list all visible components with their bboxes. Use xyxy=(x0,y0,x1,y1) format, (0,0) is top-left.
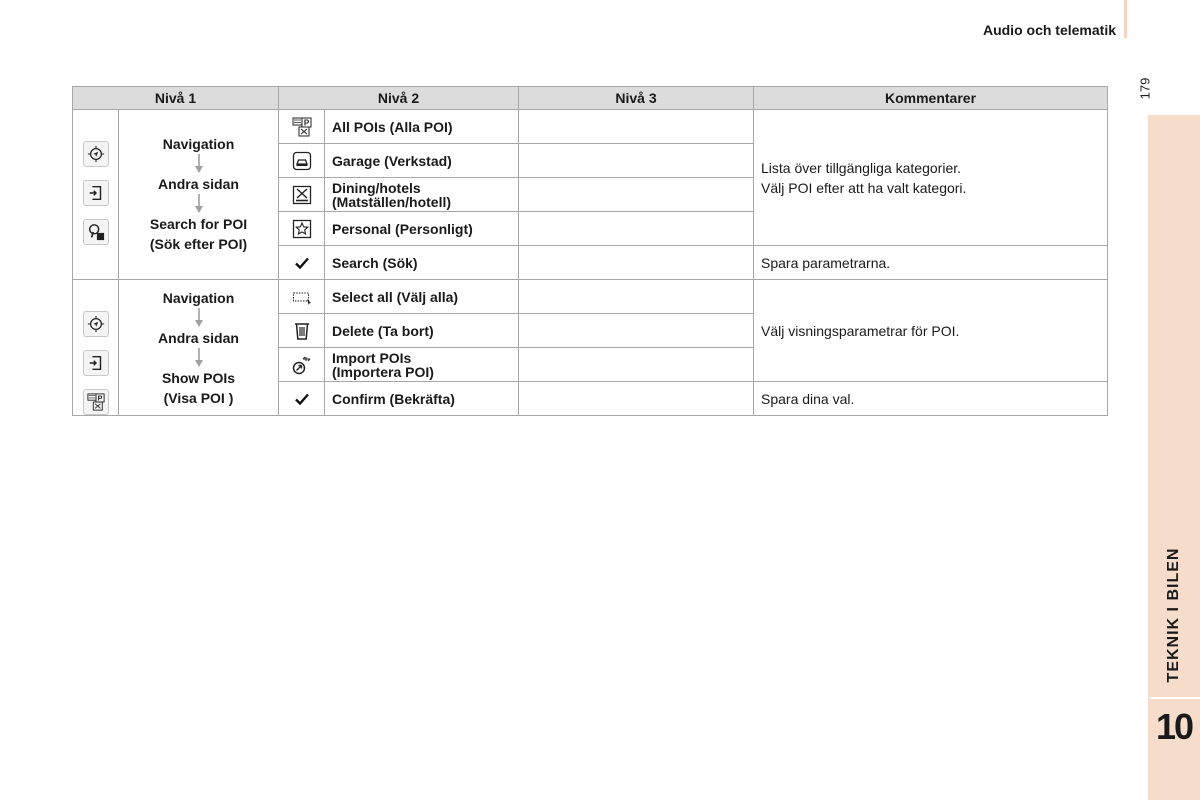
level2-icon-cell xyxy=(279,280,325,314)
header-title: Audio och telematik xyxy=(982,22,1116,38)
poi-table xyxy=(72,86,1108,416)
level2-icon-cell xyxy=(279,110,325,144)
level3-cell xyxy=(519,314,754,348)
arrow-down-icon xyxy=(119,348,278,368)
arrow-down-icon xyxy=(119,194,278,214)
level2-icon-cell xyxy=(279,144,325,178)
level2-label-text: Delete (Ta bort) xyxy=(332,322,434,339)
chapter-divider xyxy=(1150,697,1200,699)
chapter-label xyxy=(1148,540,1200,690)
level1-label: Andra sidan xyxy=(158,330,239,346)
page-number xyxy=(1137,75,1164,105)
level2-label-text: All POIs (Alla POI) xyxy=(332,118,453,135)
level1-label: Show POIs xyxy=(161,370,236,386)
comment-cell xyxy=(754,382,1108,416)
level3-cell xyxy=(519,178,754,212)
level1-cell xyxy=(119,110,279,280)
table-row xyxy=(73,280,1108,314)
level2-label-text: Garage (Verkstad) xyxy=(332,152,452,169)
garage-icon xyxy=(292,151,312,167)
column-header: Nivå 2 xyxy=(279,87,519,110)
level2-icon-cell xyxy=(279,246,325,280)
column-header: Kommentarer xyxy=(754,87,1108,110)
comment-text: Välj visningsparametrar för POI. xyxy=(761,322,960,339)
level1-cell xyxy=(119,280,279,416)
comment-cell xyxy=(754,246,1108,280)
level3-cell xyxy=(519,144,754,178)
dining-icon xyxy=(292,185,312,201)
comment-text: Spara parametrarna. xyxy=(761,254,891,271)
poi-icon xyxy=(83,389,109,415)
page-icon xyxy=(83,180,109,206)
svg-text:P: P xyxy=(97,393,102,403)
level2-icon-cell xyxy=(279,348,325,382)
usb-import-icon xyxy=(292,355,312,371)
level2-icon-cell xyxy=(279,178,325,212)
level2-label-text: Import POIs (Importera POI) xyxy=(332,349,434,380)
level2-icon-cell xyxy=(279,314,325,348)
level2-icon-cell xyxy=(279,212,325,246)
page-number-text: 179 xyxy=(1137,77,1153,100)
page-icon xyxy=(83,350,109,376)
level1-label: Navigation xyxy=(162,290,235,306)
level2-label xyxy=(325,246,519,280)
header-rule xyxy=(1124,0,1127,38)
column-header: Nivå 1 xyxy=(73,87,279,110)
chapter-label-text: TEKNIK I BILEN xyxy=(1165,547,1182,683)
level2-label-text: Search (Sök) xyxy=(332,254,418,271)
arrow-down-icon xyxy=(119,154,278,174)
level2-label xyxy=(325,178,519,212)
column-header: Nivå 3 xyxy=(519,87,754,110)
level1-label: Andra sidan xyxy=(158,176,239,192)
level1-label: Navigation xyxy=(162,136,235,152)
chapter-number: 10 xyxy=(1155,706,1193,747)
level2-label-text: Select all (Välj alla) xyxy=(332,288,459,305)
level1-label: (Sök efter POI) xyxy=(149,236,248,252)
comment-cell xyxy=(754,280,1108,382)
level2-label-text: Dining/hotels (Matställen/hotell) xyxy=(332,179,452,210)
level3-cell xyxy=(519,348,754,382)
level2-label xyxy=(325,212,519,246)
comment-text: Spara dina val. xyxy=(761,390,855,407)
select-all-icon xyxy=(292,287,312,303)
check-icon xyxy=(292,253,312,269)
check-icon xyxy=(292,389,312,405)
star-icon xyxy=(292,219,312,235)
level2-icon-cell xyxy=(279,382,325,416)
comment-cell xyxy=(754,110,1108,246)
level3-cell xyxy=(519,212,754,246)
table-header-row xyxy=(73,87,1108,110)
level2-label xyxy=(325,280,519,314)
poi-icon xyxy=(292,117,312,133)
comment-text: Lista över tillgängliga kategorier. Välj POI efter att ha valt kategori. xyxy=(761,159,967,196)
table-row xyxy=(73,110,1108,144)
level1-label: (Visa POI ) xyxy=(163,390,234,406)
arrow-down-icon xyxy=(119,308,278,328)
level1-icons-cell xyxy=(73,280,119,416)
navigation-icon xyxy=(83,311,109,337)
level2-label xyxy=(325,314,519,348)
trash-icon xyxy=(292,321,312,337)
level3-cell xyxy=(519,382,754,416)
level1-label: Search for POI xyxy=(149,216,248,232)
level2-label-text: Personal (Personligt) xyxy=(332,220,473,237)
level2-label xyxy=(325,348,519,382)
svg-text:P: P xyxy=(303,118,309,127)
level3-cell xyxy=(519,246,754,280)
search-poi-icon xyxy=(83,219,109,245)
level3-cell xyxy=(519,280,754,314)
level2-label-text: Confirm (Bekräfta) xyxy=(332,390,455,407)
navigation-icon xyxy=(83,141,109,167)
level1-icons-cell xyxy=(73,110,119,280)
level2-label xyxy=(325,144,519,178)
level2-label xyxy=(325,382,519,416)
level3-cell xyxy=(519,110,754,144)
level2-label xyxy=(325,110,519,144)
